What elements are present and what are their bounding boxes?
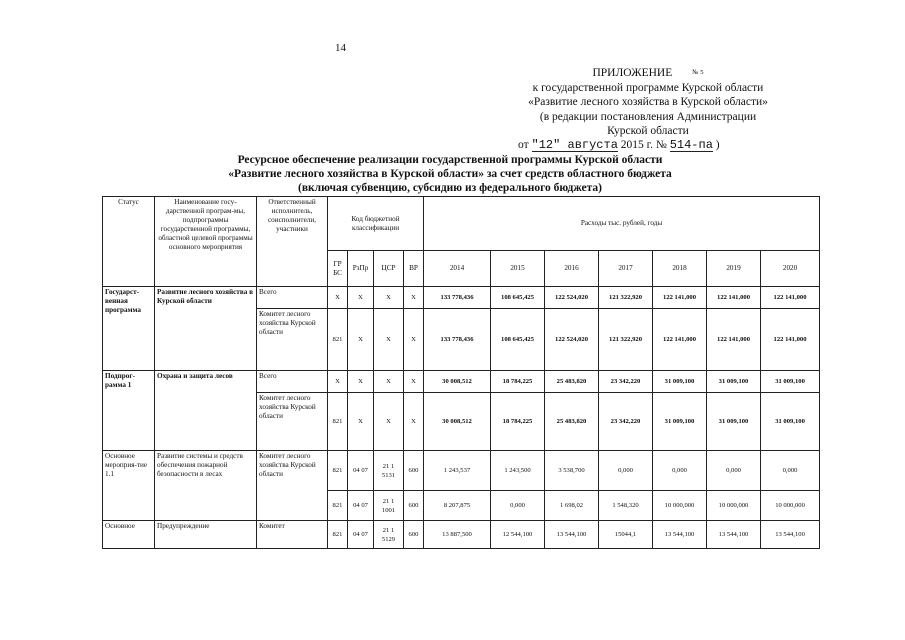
expense-value-cell: 122 141,000: [761, 309, 820, 371]
appendix-line: «Развитие лесного хозяйства в Курской области»: [528, 96, 768, 109]
csr-cell: Х: [374, 287, 404, 309]
header-year: 2017: [599, 251, 653, 287]
expense-value-cell: 122 141,000: [761, 287, 820, 309]
expense-value-cell: 23 342,220: [599, 371, 653, 393]
vr-cell: 600: [404, 521, 424, 549]
expense-value-cell: 122 141,000: [707, 287, 761, 309]
csr-cell: Х: [374, 393, 404, 451]
expense-value-cell: 30 008,512: [424, 393, 491, 451]
expense-value-cell: 30 008,512: [424, 371, 491, 393]
appendix-title: ПРИЛОЖЕНИЕ: [592, 67, 673, 79]
csr-cell: Х: [374, 309, 404, 371]
status-cell: Подпрог-рамма 1: [103, 371, 155, 451]
expense-value-cell: 108 645,425: [491, 309, 545, 371]
name-cell: Предупреждение: [155, 521, 257, 549]
expense-value-cell: 108 645,425: [491, 287, 545, 309]
grbs-cell: 821: [328, 521, 348, 549]
expense-value-cell: 13 544,100: [545, 521, 599, 549]
executor-cell: Комитет: [257, 521, 328, 549]
grbs-cell: 821: [328, 309, 348, 371]
rzpr-cell: Х: [348, 393, 374, 451]
appendix-number: № 5: [692, 69, 704, 77]
grbs-cell: Х: [328, 371, 348, 393]
grbs-cell: 821: [328, 451, 348, 491]
csr-cell: 21 1 5131: [374, 451, 404, 491]
header-year: 2020: [761, 251, 820, 287]
expense-value-cell: 31 009,100: [707, 393, 761, 451]
expense-value-cell: 1 243,537: [424, 451, 491, 491]
decree-year: 2015 г. №: [620, 139, 667, 151]
expense-value-cell: 122 524,020: [545, 309, 599, 371]
expense-value-cell: 31 009,100: [707, 371, 761, 393]
document-title: [165, 153, 735, 195]
csr-cell: 21 1 1001: [374, 491, 404, 521]
expense-value-cell: 1 548,320: [599, 491, 653, 521]
expense-value-cell: 121 322,920: [599, 309, 653, 371]
expense-value-cell: 15044,1: [599, 521, 653, 549]
decree-line: [518, 139, 720, 152]
expense-value-cell: 10 000,000: [761, 491, 820, 521]
table-row: [103, 521, 820, 549]
budget-table: [102, 196, 820, 549]
table-row: [103, 287, 820, 309]
name-cell: Развитие системы и средств обеспечения пожарной безопасности в лесах: [155, 451, 257, 521]
csr-cell: 21 1 5129: [374, 521, 404, 549]
vr-cell: Х: [404, 309, 424, 371]
expense-value-cell: 23 342,220: [599, 393, 653, 451]
header-grbs: ГР БС: [328, 251, 348, 287]
header-budget-code: Код бюджетной классификации: [328, 197, 424, 251]
grbs-cell: 821: [328, 393, 348, 451]
executor-cell: Комитет лесного хозяйства Курской области: [257, 309, 328, 371]
expense-value-cell: 13 544,100: [707, 521, 761, 549]
expense-value-cell: 13 887,500: [424, 521, 491, 549]
vr-cell: Х: [404, 393, 424, 451]
header-vr: ВР: [404, 251, 424, 287]
csr-cell: Х: [374, 371, 404, 393]
status-cell: Основное мероприя-тие 1.1: [103, 451, 155, 521]
header-expenses: Расходы тыс. рублей, годы: [424, 197, 820, 251]
header-year: 2019: [707, 251, 761, 287]
vr-cell: 600: [404, 491, 424, 521]
header-status: Статус: [103, 197, 155, 287]
expense-value-cell: 133 778,436: [424, 287, 491, 309]
expense-value-cell: 3 538,700: [545, 451, 599, 491]
rzpr-cell: Х: [348, 371, 374, 393]
header-year: 2018: [653, 251, 707, 287]
header-year: 2015: [491, 251, 545, 287]
expense-value-cell: 31 009,100: [761, 393, 820, 451]
header-year: 2016: [545, 251, 599, 287]
header-executor: Ответственный исполнитель, соисполнители, участники: [257, 197, 328, 287]
expense-value-cell: 18 784,225: [491, 371, 545, 393]
vr-cell: Х: [404, 287, 424, 309]
expense-value-cell: 1 698,02: [545, 491, 599, 521]
appendix-line: к государственной программе Курской области: [532, 81, 764, 94]
rzpr-cell: 04 07: [348, 451, 374, 491]
expense-value-cell: 12 544,100: [491, 521, 545, 549]
executor-cell: Всего: [257, 371, 328, 393]
expense-value-cell: 0,000: [491, 491, 545, 521]
expense-value-cell: 122 524,020: [545, 287, 599, 309]
rzpr-cell: Х: [348, 287, 374, 309]
name-cell: Охрана и защита лесов: [155, 371, 257, 451]
title-line: Ресурсное обеспечение реализации государственной программы Курской области: [237, 154, 663, 166]
expense-value-cell: 1 243,500: [491, 451, 545, 491]
status-cell: Основное: [103, 521, 155, 549]
expense-value-cell: 122 141,000: [653, 309, 707, 371]
grbs-cell: Х: [328, 287, 348, 309]
appendix-header: [488, 66, 808, 139]
expense-value-cell: 31 009,100: [653, 371, 707, 393]
expense-value-cell: 8 207,875: [424, 491, 491, 521]
title-line: (включая субвенцию, субсидию из федерального бюджета): [298, 182, 602, 194]
table-row: [103, 451, 820, 491]
rzpr-cell: 04 07: [348, 491, 374, 521]
appendix-title-line: [488, 66, 808, 81]
vr-cell: Х: [404, 371, 424, 393]
header-year: 2014: [424, 251, 491, 287]
header-name: Наименование госу-дарственной програм-мы, подпрограммы государственной программы, областной целевой программы основного мероприятия: [155, 197, 257, 287]
appendix-line: (в редакции постановления Администрации: [539, 110, 757, 123]
expense-value-cell: 0,000: [653, 451, 707, 491]
decree-suffix: ): [715, 139, 720, 151]
decree-date: "12" августа: [531, 138, 618, 152]
expense-value-cell: 133 778,436: [424, 309, 491, 371]
expense-value-cell: 25 483,820: [545, 371, 599, 393]
name-cell: Развитие лесного хозяйства в Курской области: [155, 287, 257, 371]
expense-value-cell: 121 322,920: [599, 287, 653, 309]
expense-value-cell: 13 544,100: [761, 521, 820, 549]
expense-value-cell: 0,000: [761, 451, 820, 491]
expense-value-cell: 13 544,100: [653, 521, 707, 549]
expense-value-cell: 31 009,100: [761, 371, 820, 393]
expense-value-cell: 0,000: [707, 451, 761, 491]
page-number: 14: [335, 42, 346, 54]
rzpr-cell: Х: [348, 309, 374, 371]
title-line: «Развитие лесного хозяйства в Курской области» за счет средств областного бюджета: [228, 168, 672, 180]
executor-cell: Комитет лесного хозяйства Курской области: [257, 451, 328, 521]
table-row: [103, 371, 820, 393]
executor-cell: Комитет лесного хозяйства Курской области: [257, 393, 328, 451]
header-rzpr: РзПр: [348, 251, 374, 287]
expense-value-cell: 122 141,000: [653, 287, 707, 309]
rzpr-cell: 04 07: [348, 521, 374, 549]
table-body: [103, 287, 820, 549]
expense-value-cell: 25 483,820: [545, 393, 599, 451]
expense-value-cell: 31 009,100: [653, 393, 707, 451]
header-csr: ЦСР: [374, 251, 404, 287]
grbs-cell: 821: [328, 491, 348, 521]
expense-value-cell: 10 000,000: [707, 491, 761, 521]
decree-prefix: от: [518, 139, 529, 151]
vr-cell: 600: [404, 451, 424, 491]
executor-cell: Всего: [257, 287, 328, 309]
expense-value-cell: 122 141,000: [707, 309, 761, 371]
decree-number: 514-па: [669, 138, 713, 152]
expense-value-cell: 0,000: [599, 451, 653, 491]
expense-value-cell: 18 784,225: [491, 393, 545, 451]
appendix-line: Курской области: [607, 125, 689, 138]
status-cell: Государст-венная программа: [103, 287, 155, 371]
expense-value-cell: 10 000,000: [653, 491, 707, 521]
